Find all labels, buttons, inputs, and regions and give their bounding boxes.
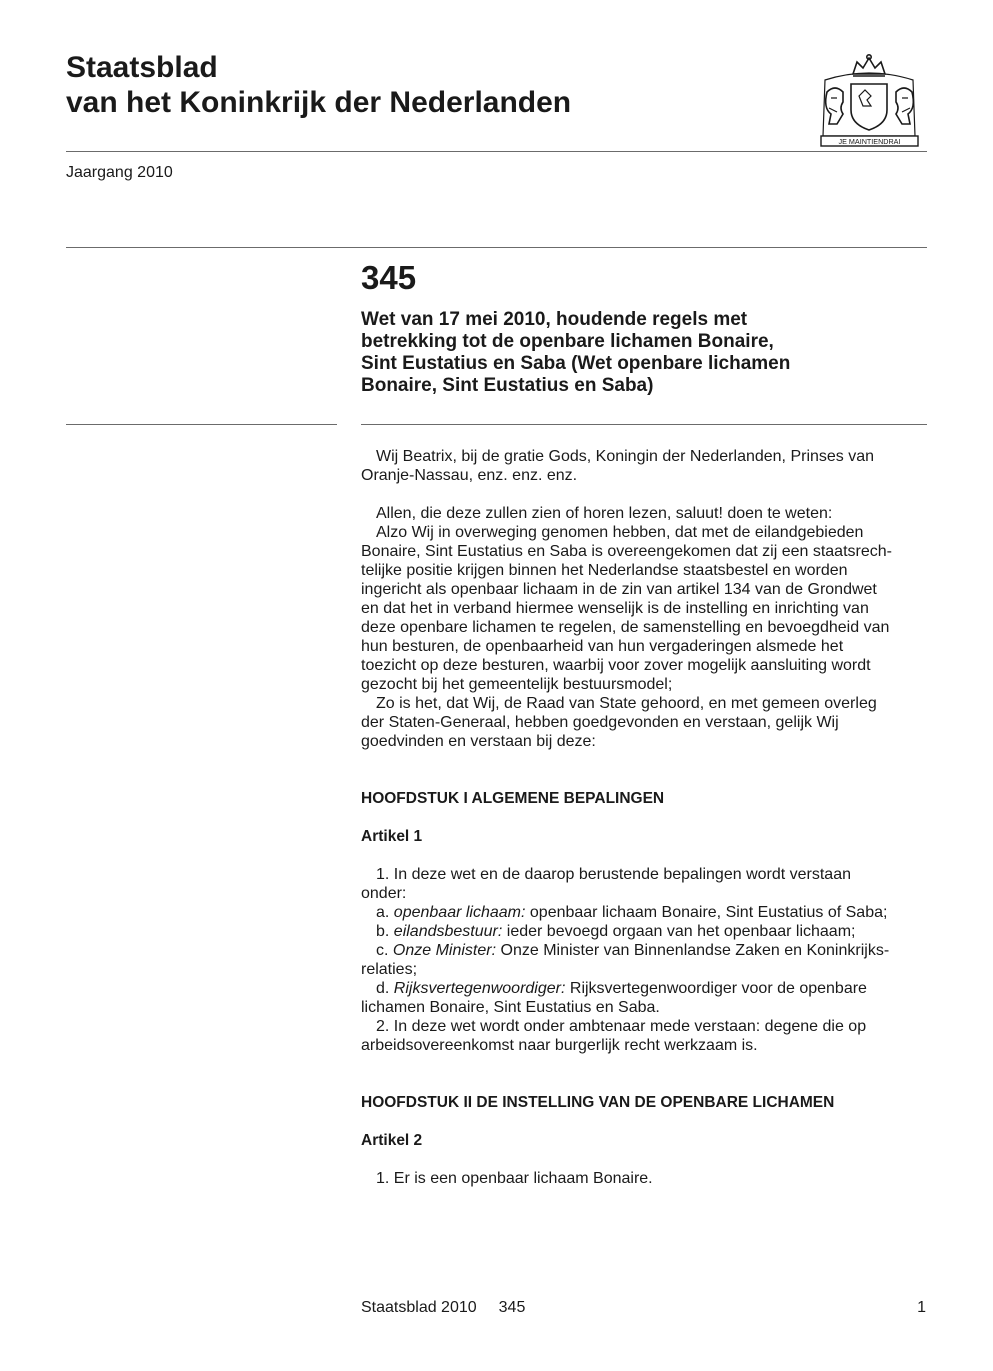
- preamble-line: der Staten-Generaal, hebben goedgevonden en verstaan, gelijk Wij: [361, 714, 839, 731]
- preamble-line: toezicht op deze besturen, waarbij voor zover mogelijk aansluiting wordt: [361, 657, 871, 674]
- preamble-line: hun besturen, de openbaarheid van hun vergaderingen alsmede het: [361, 638, 844, 655]
- chapter-1-heading: HOOFDSTUK I ALGEMENE BEPALINGEN: [361, 790, 665, 807]
- title-line: Sint Eustatius en Saba (Wet openbare lichamen: [361, 353, 791, 374]
- preamble-line: Oranje-Nassau, enz. enz. enz.: [361, 467, 578, 484]
- coat-of-arms-icon: [811, 52, 928, 148]
- masthead-title-line1: Staatsblad: [66, 51, 218, 84]
- article-2-heading: Artikel 2: [361, 1132, 423, 1149]
- publication-title: [361, 309, 926, 397]
- preamble-line: en dat het in verband hiermee wenselijk is de instelling en inrichting van: [361, 600, 869, 617]
- page-footer: [361, 1298, 525, 1318]
- article-1-para-1: 1. In deze wet en de daarop berustende bepalingen wordt verstaan: [376, 866, 851, 883]
- left-title-rule: [66, 424, 337, 425]
- footer-journal: Staatsblad 2010: [361, 1299, 477, 1316]
- article-1-para-2: 2. In deze wet wordt onder ambtenaar mede verstaan: degene die op: [376, 1018, 867, 1035]
- preamble-line: goedvinden en verstaan bij deze:: [361, 733, 596, 750]
- header-rule: [66, 151, 927, 152]
- chapter-2-heading: HOOFDSTUK II DE INSTELLING VAN DE OPENBARE LICHAMEN: [361, 1094, 835, 1111]
- preamble-line: deze openbare lichamen te regelen, de samenstelling en bevoegdheid van: [361, 619, 890, 636]
- section-rule: [66, 247, 927, 248]
- year-label: Jaargang 2010: [66, 164, 173, 181]
- article-2-para-1: 1. Er is een openbaar lichaam Bonaire.: [376, 1170, 653, 1187]
- title-line: betrekking tot de openbare lichamen Bonaire,: [361, 331, 774, 352]
- definition-a: a. openbaar lichaam: openbaar lichaam Bonaire, Sint Eustatius of Saba;: [376, 904, 888, 921]
- preamble-line: ingericht als openbaar lichaam in de zin van artikel 134 van de Grondwet: [361, 581, 877, 598]
- preamble-line: telijke positie krijgen binnen het Nederlandse staatsbestel en worden: [361, 562, 848, 579]
- definition-d: d. Rijksvertegenwoordiger: Rijksvertegenwoordiger voor de openbare: [376, 980, 867, 997]
- title-line: Wet van 17 mei 2010, houdende regels met: [361, 309, 748, 330]
- title-line: Bonaire, Sint Eustatius en Saba): [361, 375, 654, 396]
- footer-number: 345: [498, 1299, 526, 1316]
- article-1-para-2-cont: arbeidsovereenkomst naar burgerlijk recht werkzaam is.: [361, 1037, 758, 1054]
- publication-number: 345: [361, 259, 417, 296]
- masthead-title-line2: van het Koninkrijk der Nederlanden: [66, 86, 572, 119]
- preamble-line: Allen, die deze zullen zien of horen lezen, saluut! doen te weten:: [376, 505, 833, 522]
- article-1-para-1-cont: onder:: [361, 885, 407, 902]
- page-number: 1: [917, 1299, 926, 1316]
- definition-d-cont: lichamen Bonaire, Sint Eustatius en Saba.: [361, 999, 660, 1016]
- preamble-line: Alzo Wij in overweging genomen hebben, dat met de eilandgebieden: [376, 524, 864, 541]
- law-body: [361, 447, 927, 1188]
- right-title-rule: [361, 424, 927, 425]
- preamble-line: gezocht bij het gemeentelijk bestuursmodel;: [361, 676, 673, 693]
- motto-text: JE MAINTIENDRAI: [838, 137, 901, 146]
- definition-c-cont: relaties;: [361, 961, 418, 978]
- definition-b: b. eilandsbestuur: ieder bevoegd orgaan van het openbaar lichaam;: [376, 923, 856, 940]
- article-1-heading: Artikel 1: [361, 828, 423, 845]
- definition-c: c. Onze Minister: Onze Minister van Binnenlandse Zaken en Koninkrijks-: [376, 942, 890, 959]
- masthead-title: [66, 50, 571, 120]
- preamble-line: Zo is het, dat Wij, de Raad van State gehoord, en met gemeen overleg: [376, 695, 877, 712]
- preamble-line: Bonaire, Sint Eustatius en Saba is overeengekomen dat zij een staatsrech-: [361, 543, 892, 560]
- preamble-line: Wij Beatrix, bij de gratie Gods, Koningin der Nederlanden, Prinses van: [376, 448, 875, 465]
